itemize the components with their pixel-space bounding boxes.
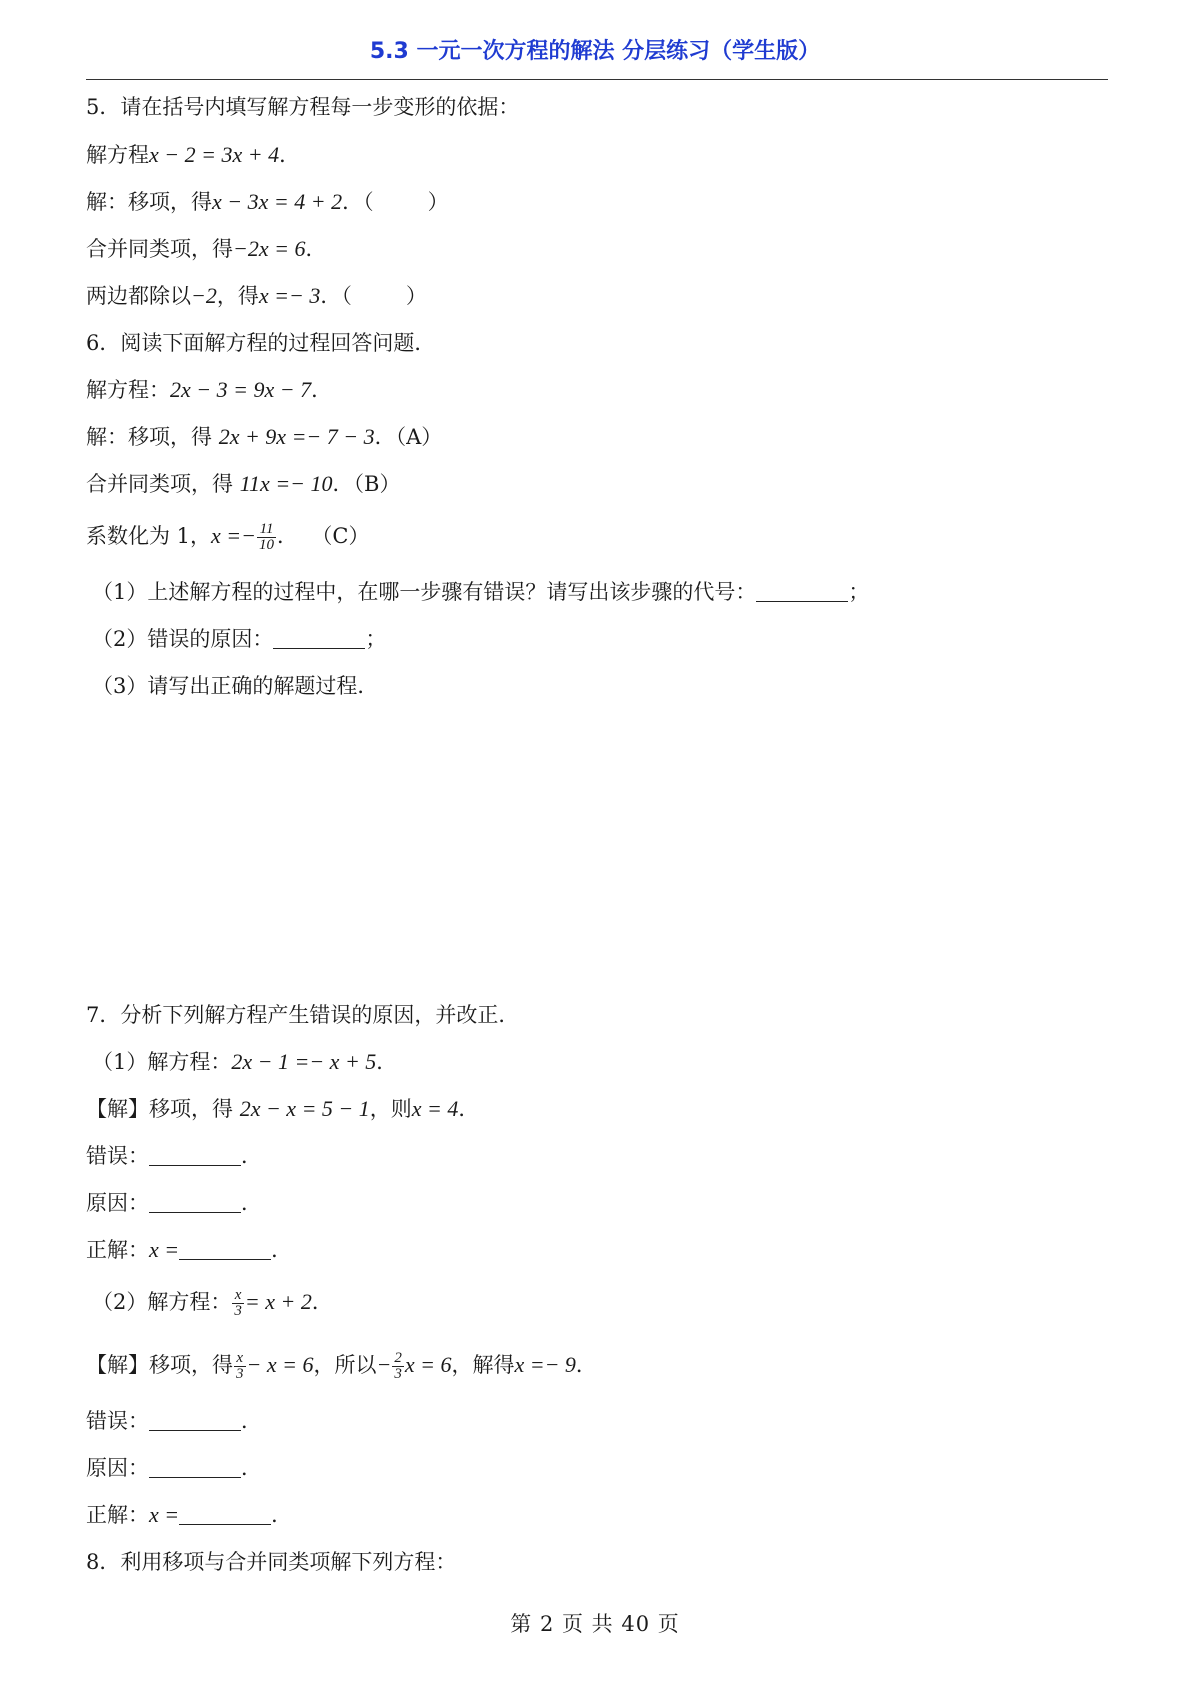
q7-p2-reason-label: 原因：: [86, 1456, 149, 1480]
q7-p1-correct-line: 正解：x = ．: [86, 1237, 293, 1262]
q7-p1-sol-then: ，则: [369, 1097, 412, 1121]
q7-p2-line: （2）解方程： $\frac{x}{3}$ = x + 2．: [92, 1287, 333, 1319]
q5-step1-line: 解：移项，得x − 3x = 4 + 2．（ ）: [86, 189, 449, 214]
q7-p1-correct-var: x =: [149, 1237, 180, 1262]
q7-p2-correct-blank[interactable]: [179, 1504, 271, 1525]
q6-stepC-numerator: 11: [257, 522, 276, 538]
page-header-title: 5.3 一元一次方程的解法 分层练习（学生版）: [369, 39, 821, 64]
q5-step1-label: 解：移项，得: [86, 190, 212, 214]
q7-p2-reason-blank[interactable]: [149, 1457, 241, 1478]
q5-step2-eq: −2x = 6: [233, 236, 306, 261]
q6-stepB-tag: （B）: [353, 472, 401, 496]
q7-p2-sol-fraction2: [392, 1351, 404, 1382]
q6-sub1-answer-blank[interactable]: [756, 581, 848, 602]
q7-p2-sol-neg: −: [376, 1352, 392, 1377]
q7-p1-error-blank[interactable]: [149, 1145, 241, 1166]
q5-step2-label: 合并同类项，得: [86, 237, 233, 261]
q7-p2-error-line: 错误： ．: [86, 1409, 262, 1433]
q5-step3-line: 两边都除以−2，得x =− 3．（ ）: [86, 283, 427, 308]
q7-p1-correct-label: 正解：: [86, 1238, 149, 1262]
q7-p1-reason-label: 原因：: [86, 1191, 149, 1215]
q5-step3-label-a: 两边都除以: [86, 284, 191, 308]
q7-p1-line: （1）解方程：2x − 1 =− x + 5．: [92, 1049, 398, 1074]
q7-p1-error-label: 错误：: [86, 1144, 149, 1168]
q7-p2-sol-fraction: [234, 1351, 246, 1382]
q7-p2-rest: = x + 2: [244, 1289, 312, 1314]
q7-p1-reason-blank[interactable]: [149, 1192, 241, 1213]
q6-stepA-line: 解：移项，得 2x + 9x =− 7 − 3．（A）: [86, 424, 443, 449]
q7-p1-reason-line: 原因： ．: [86, 1191, 262, 1215]
q6-eq-label: 解方程：: [86, 378, 170, 402]
q7-p1-sol-res: x = 4: [411, 1096, 459, 1121]
q5-eq-label: 解方程: [86, 143, 149, 167]
q7-p2-sol-then: ，解得: [451, 1353, 515, 1377]
q7-p2-correct-var: x =: [149, 1502, 180, 1527]
q7-p2-fraction: [232, 1288, 244, 1319]
q7-p2-sol-denominator2: 3: [394, 1366, 402, 1382]
q6-stepA-eq: 2x + 9x =− 7 − 3: [218, 424, 375, 449]
q6-stepC-fraction: [257, 522, 276, 553]
q7-p1-label: （1）解方程：: [92, 1050, 232, 1074]
q8-stem: 8．利用移项与合并同类项解下列方程：: [86, 1550, 457, 1574]
q7-p2-sol-label: 【解】移项，得: [86, 1353, 233, 1377]
q6-stepC-line: 系数化为 1，x =− $\frac{11}{10}$ ． （C）: [86, 521, 370, 553]
q6-sub1: （1）上述解方程的过程中，在哪一步骤有错误？请写出该步骤的代号：: [92, 580, 757, 604]
q6-sub2: （2）错误的原因：: [92, 627, 274, 651]
q6-stepC-tag: （C）: [311, 524, 370, 548]
q5-step2-line: 合并同类项，得−2x = 6．: [86, 236, 327, 261]
q5-stem: 5．请在括号内填写解方程每一步变形的依据：: [86, 95, 520, 119]
q6-stem: 6．阅读下面解方程的过程回答问题．: [86, 331, 436, 355]
q7-p2-sol-numerator: x: [234, 1351, 246, 1367]
q7-p2-sol-rest2: x = 6: [404, 1352, 452, 1377]
q7-p2-sol-denominator: 3: [236, 1366, 244, 1382]
q7-p2-correct-label: 正解：: [86, 1503, 149, 1527]
q7-p2-correct-line: 正解：x = ．: [86, 1502, 293, 1527]
header-rule: [86, 79, 1108, 80]
q6-sub2-answer-blank[interactable]: [273, 628, 365, 649]
q7-p2-sol-res: x =− 9: [514, 1352, 576, 1377]
q6-stepB-eq: 11x =− 10: [239, 471, 333, 496]
q7-p1-error-line: 错误： ．: [86, 1144, 262, 1168]
q7-p2-sol-so: ，所以: [313, 1353, 377, 1377]
q6-equation-line: 解方程：2x − 3 = 9x − 7．: [86, 377, 333, 402]
q7-p2-error-label: 错误：: [86, 1409, 149, 1433]
q6-sub1-line: （1）上述解方程的过程中，在哪一步骤有错误？请写出该步骤的代号： ；: [92, 580, 870, 604]
q6-stepC-eq: x =−: [211, 523, 257, 548]
q6-stepA-label: 解：移项，得: [86, 425, 219, 449]
q7-p2-label: （2）解方程：: [92, 1290, 232, 1314]
q6-stepB-line: 合并同类项，得 11x =− 10．（B）: [86, 471, 401, 496]
q7-p2-reason-line: 原因： ．: [86, 1456, 262, 1480]
q7-stem: 7．分析下列解方程产生错误的原因，并改正．: [86, 1003, 520, 1027]
q7-p2-solution-line: 【解】移项，得 $\frac{x}{3}$ − x = 6，所以− $\frac{2}{3}$ x = 6，解得x =− 9．: [86, 1350, 597, 1382]
q6-sub2-line: （2）错误的原因： ；: [92, 627, 387, 651]
q7-p1-sol-eq: 2x − x = 5 − 1: [239, 1096, 370, 1121]
q7-p2-numerator: x: [232, 1288, 244, 1304]
q6-sub3: （3）请写出正确的解题过程．: [92, 674, 379, 698]
q5-step1-eq: x − 3x = 4 + 2: [212, 189, 343, 214]
q7-p1-sol-label: 【解】移项，得: [86, 1097, 240, 1121]
q5-step3-eq: x =− 3: [258, 283, 321, 308]
q6-stepC-label: 系数化为 1，: [86, 524, 212, 548]
q5-step3-label-b: ，得: [216, 284, 259, 308]
q7-p1-solution-line: 【解】移项，得 2x − x = 5 − 1，则x = 4．: [86, 1096, 480, 1121]
q7-p2-sol-rest: − x = 6: [246, 1352, 314, 1377]
q7-p1-correct-blank[interactable]: [179, 1239, 271, 1260]
q5-step3-div: −2: [191, 283, 217, 308]
q7-p2-denominator: 3: [234, 1303, 242, 1319]
q5-eq: x − 2 = 3x + 4: [149, 142, 280, 167]
q5-equation-line: 解方程x − 2 = 3x + 4．: [86, 142, 301, 167]
q6-stepA-tag: （A）: [395, 425, 443, 449]
q6-eq: 2x − 3 = 9x − 7: [170, 377, 312, 402]
q7-p2-sol-numerator2: 2: [394, 1350, 402, 1366]
q6-stepB-label: 合并同类项，得: [86, 472, 240, 496]
q7-p2-error-blank[interactable]: [149, 1410, 241, 1431]
q6-stepC-denominator: 10: [259, 537, 275, 553]
q7-p1-eq: 2x − 1 =− x + 5: [231, 1049, 377, 1074]
page-footer: 第 2 页 共 40 页: [510, 1612, 680, 1636]
